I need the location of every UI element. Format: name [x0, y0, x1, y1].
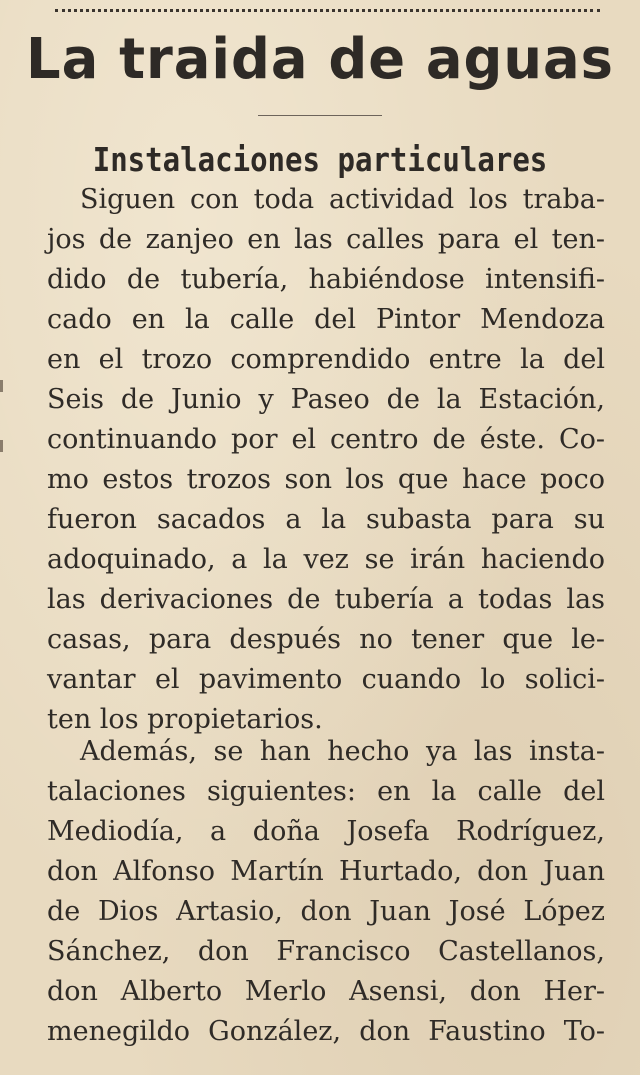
body-line: don Alfonso Martín Hurtado, don Juan — [47, 856, 605, 887]
body-line: en el trozo comprendido entre la del — [47, 344, 605, 375]
body-line: fueron sacados a la subasta para su — [47, 504, 605, 535]
body-line: las derivaciones de tubería a todas las — [47, 584, 605, 615]
body-line: Siguen con toda actividad los traba- — [80, 184, 605, 215]
body-line: mo estos trozos son los que hace poco — [47, 464, 605, 495]
headline-divider — [258, 115, 382, 116]
body-line: adoquinado, a la vez se irán haciendo — [47, 544, 605, 575]
top-rule — [55, 9, 600, 12]
body-line: Seis de Junio y Paseo de la Estación, — [47, 384, 605, 415]
body-line: casas, para después no tener que le- — [47, 624, 605, 655]
margin-mark — [0, 440, 3, 452]
body-line: Sánchez, don Francisco Castellanos, — [47, 936, 605, 967]
body-line: cado en la calle del Pintor Mendoza — [47, 304, 605, 335]
body-line: continuando por el centro de éste. Co- — [47, 424, 605, 455]
body-line: de Dios Artasio, don Juan José López — [47, 896, 605, 927]
body-line: Además, se han hecho ya las insta- — [80, 736, 605, 767]
body-line: vantar el pavimento cuando lo solici- — [47, 664, 605, 695]
headline: La traida de aguas — [26, 27, 614, 92]
body-line: Mediodía, a doña Josefa Rodríguez, — [47, 816, 605, 847]
body-line: don Alberto Merlo Asensi, don Her- — [47, 976, 605, 1007]
subheading: Instalaciones particulares — [92, 140, 548, 179]
body-line: menegildo González, don Faustino To- — [47, 1016, 605, 1047]
body-line: dido de tubería, habiéndose intensifi- — [47, 264, 605, 295]
margin-mark — [0, 380, 3, 392]
body-line: talaciones siguientes: en la calle del — [47, 776, 605, 807]
body-line: ten los propietarios. — [47, 704, 323, 735]
body-line: jos de zanjeo en las calles para el ten- — [47, 224, 605, 255]
